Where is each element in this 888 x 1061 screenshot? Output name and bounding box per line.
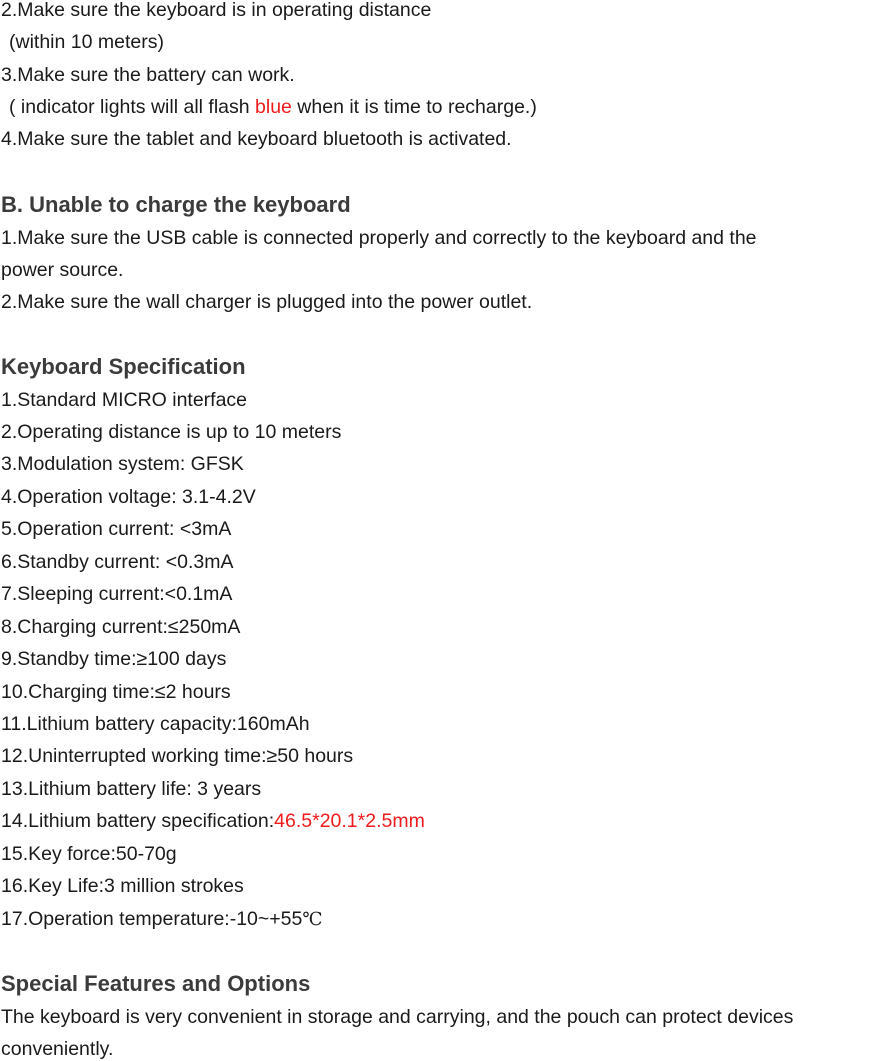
spec-item: 6.Standby current: <0.3mA — [1, 551, 234, 573]
troubleshoot-b-heading: B. Unable to charge the keyboard — [1, 192, 351, 217]
note-text-before: ( indicator lights will all flash — [9, 96, 256, 118]
spec-item-17 — [1, 907, 323, 932]
spec-item: 5.Operation current: <3mA — [1, 518, 232, 540]
spec-item: 15.Key force:50-70g — [1, 843, 177, 865]
troubleshoot-b-item-1-line-1: 1.Make sure the USB cable is connected properly and correctly to the keyboard and the — [1, 227, 757, 249]
spec-item: 3.Modulation system: GFSK — [1, 453, 244, 475]
specification-heading: Keyboard Specification — [1, 354, 246, 379]
troubleshoot-a-item-3-note — [9, 95, 537, 119]
troubleshoot-a-item-4: 4.Make sure the tablet and keyboard bluetooth is activated. — [1, 128, 512, 150]
features-heading: Special Features and Options — [1, 971, 311, 996]
spec-item: 10.Charging time:≤2 hours — [1, 681, 231, 703]
spec-item: 1.Standard MICRO interface — [1, 389, 248, 411]
note-text-after: when it is time to recharge.) — [291, 96, 537, 118]
spec-item-14-value: 46.5*20.1*2.5mm — [274, 810, 425, 832]
features-line-2: conveniently. — [1, 1038, 114, 1060]
troubleshoot-b-item-1-line-2: power source. — [1, 259, 124, 281]
troubleshoot-a-item-3: 3.Make sure the battery can work. — [1, 64, 295, 86]
spec-item: 12.Uninterrupted working time:≥50 hours — [1, 745, 354, 767]
spec-item: 11.Lithium battery capacity:160mAh — [1, 713, 310, 735]
spec-item: 2.Operating distance is up to 10 meters — [1, 421, 342, 443]
spec-item-17-label: 17.Operation temperature:-10~+55 — [1, 908, 303, 930]
spec-item: 13.Lithium battery life: 3 years — [1, 778, 262, 800]
blue-highlight: blue — [255, 96, 292, 118]
features-line-1: The keyboard is very convenient in storage and carrying, and the pouch can protect devices — [1, 1006, 794, 1028]
spec-item: 16.Key Life:3 million strokes — [1, 875, 244, 897]
troubleshoot-a-item-2: 2.Make sure the keyboard is in operating distance — [1, 0, 432, 21]
spec-item: 9.Standby time:≥100 days — [1, 648, 227, 670]
celsius-unit: ℃ — [302, 909, 323, 930]
spec-item: 7.Sleeping current:<0.1mA — [1, 583, 233, 605]
spec-item: 4.Operation voltage: 3.1-4.2V — [1, 486, 256, 508]
spec-item-14-label: 14.Lithium battery specification: — [1, 810, 275, 832]
troubleshoot-a-item-2-note: (within 10 meters) — [9, 31, 164, 53]
spec-item-14 — [1, 809, 425, 833]
spec-item: 8.Charging current:≤250mA — [1, 616, 241, 638]
troubleshoot-b-item-2: 2.Make sure the wall charger is plugged into the power outlet. — [1, 291, 533, 313]
